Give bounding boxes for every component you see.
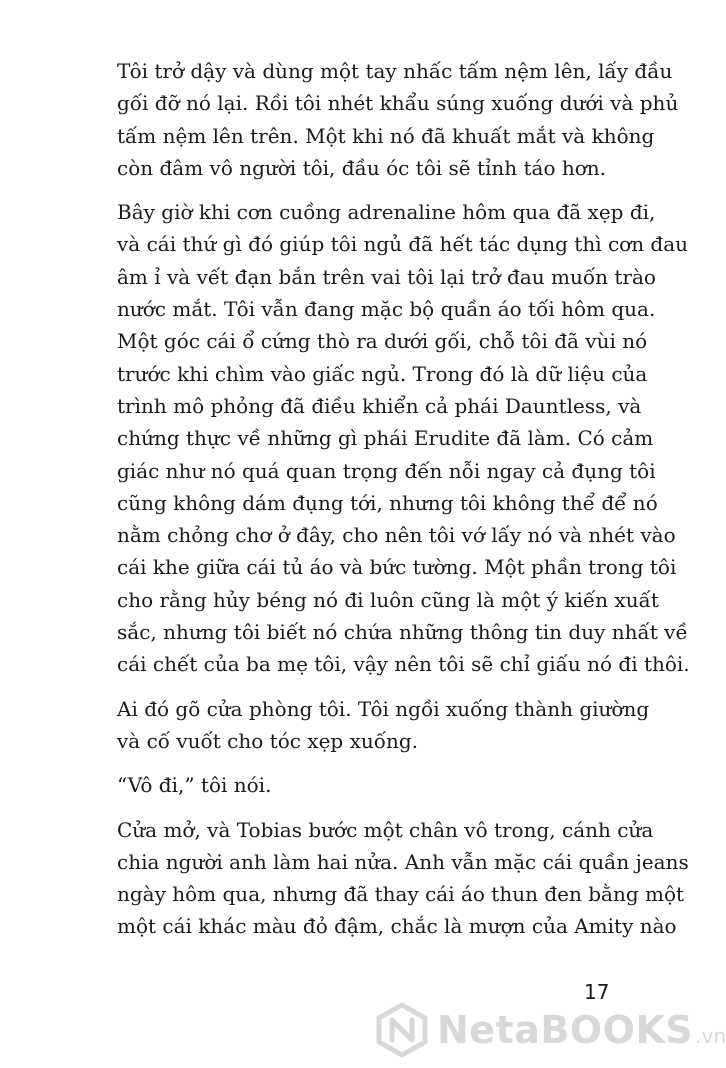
text-line: trước khi chìm vào giấc ngủ. Trong đó là dữ liệu của <box>117 361 648 386</box>
paragraph-2 <box>117 196 690 680</box>
paragraph-3 <box>117 693 650 758</box>
netabooks-logo-icon <box>375 1003 429 1057</box>
page-body-text <box>117 55 690 943</box>
text-line: gối đỡ nó lại. Rồi tôi nhét khẩu súng xuống dưới và phủ <box>117 91 679 116</box>
text-line: cái khe giữa cái tủ áo và bức tường. Một phần trong tôi <box>117 555 677 580</box>
watermark-text: NetaBOOKS <box>437 1008 694 1052</box>
watermark-suffix: .vn <box>695 1024 726 1048</box>
page-number: 17 <box>584 980 610 1004</box>
paragraph-1 <box>117 55 679 184</box>
text-line: ngày hôm qua, nhưng đã thay cái áo thun đen bằng một <box>117 882 685 907</box>
text-line: sắc, nhưng tôi biết nó chứa những thông tin duy nhất về <box>117 620 688 645</box>
text-line: Tôi trở dậy và dùng một tay nhấc tấm nệm lên, lấy đầu <box>117 59 673 83</box>
text-line: giác như nó quá quan trọng đến nỗi ngay cả đụng tôi <box>117 458 656 483</box>
text-line: và cố vuốt cho tóc xẹp xuống. <box>117 728 419 753</box>
text-line: và cái thứ gì đó giúp tôi ngủ đã hết tác dụng thì cơn đau <box>117 232 689 257</box>
paragraph-gap <box>117 802 587 814</box>
text-line: một cái khác màu đỏ đậm, chắc là mượn của Amity nào <box>117 914 677 939</box>
text-line: cũng không dám đụng tới, nhưng tôi không thể để nó <box>117 490 658 515</box>
text-line: còn đâm vô người tôi, đầu óc tôi sẽ tỉnh táo hơn. <box>117 155 607 180</box>
text-line: Bây giờ khi cơn cuồng adrenaline hôm qua đã xẹp đi, <box>117 200 656 225</box>
paragraph-5 <box>117 814 689 943</box>
text-line: tấm nệm lên trên. Một khi nó đã khuất mắt và không <box>117 123 655 148</box>
text-line: cái chết của ba mẹ tôi, vậy nên tôi sẽ chỉ giấu nó đi thôi. <box>117 652 690 677</box>
text-line: chứng thực về những gì phái Erudite đã làm. Có cảm <box>117 426 654 451</box>
paragraph-gap <box>117 184 587 196</box>
paragraph-gap <box>117 681 587 693</box>
text-line: Cửa mở, và Tobias bước một chân vô trong, cánh cửa <box>117 817 654 842</box>
text-line: Một góc cái ổ cứng thò ra dưới gối, chỗ tôi đã vùi nó <box>117 329 648 354</box>
text-line: nằm chỏng chơ ở đây, cho nên tôi vớ lấy nó và nhét vào <box>117 523 676 548</box>
text-line: nước mắt. Tôi vẫn đang mặc bộ quần áo tối hôm qua. <box>117 297 656 322</box>
text-line: trình mô phỏng đã điều khiển cả phái Dauntless, và <box>117 393 642 418</box>
text-line: chia người anh làm hai nửa. Anh vẫn mặc cái quần jeans <box>117 849 689 874</box>
text-line: “Vô đi,” tôi nói. <box>117 773 272 798</box>
paragraph-4 <box>117 769 587 801</box>
text-line: âm ỉ và vết đạn bắn trên vai tôi lại trở đau muốn trào <box>117 264 656 289</box>
paragraph-gap <box>117 757 587 769</box>
text-line: cho rằng hủy béng nó đi luôn cũng là một ý kiến xuất <box>117 587 659 612</box>
watermark <box>375 1000 726 1060</box>
text-line: Ai đó gõ cửa phòng tôi. Tôi ngồi xuống thành giường <box>117 696 650 721</box>
